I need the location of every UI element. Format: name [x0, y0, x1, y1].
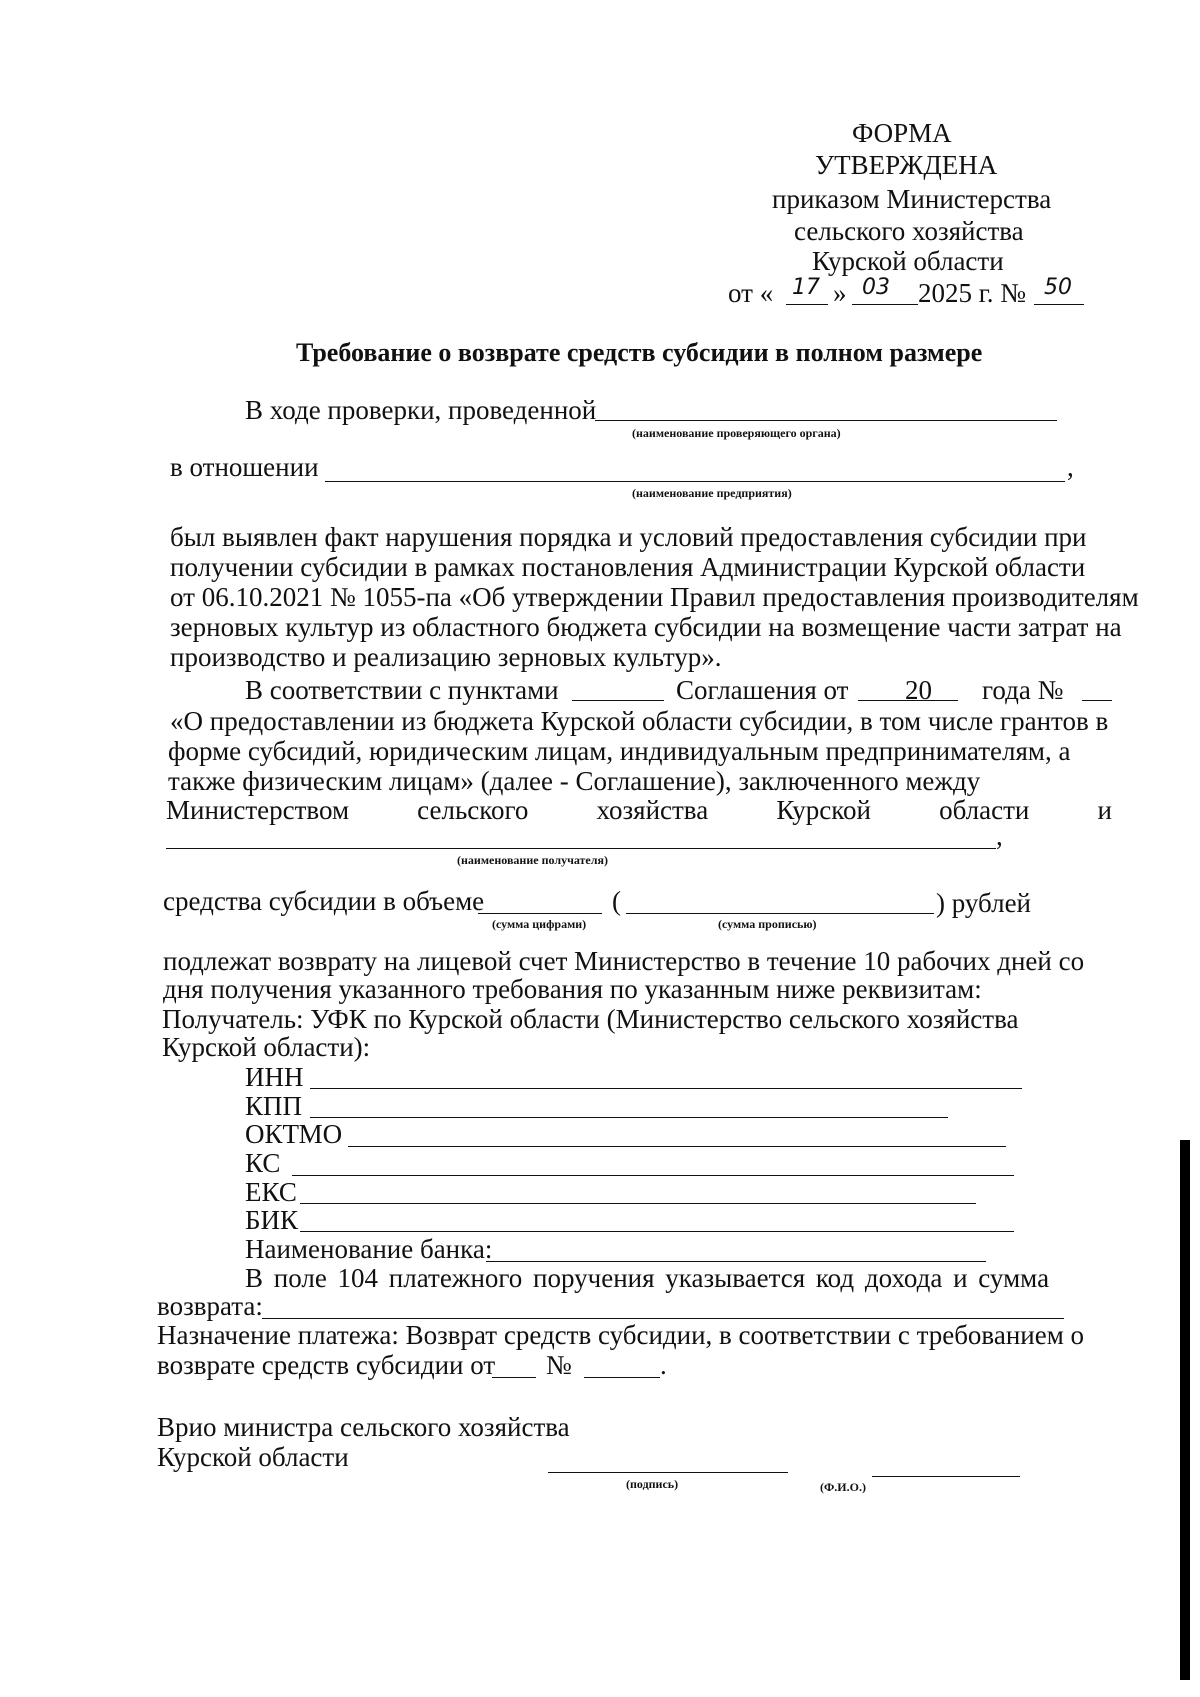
refund-line: Курской области):	[162, 1032, 371, 1062]
amount-words-caption: (сумма прописью)	[718, 917, 817, 931]
agreement-line: также физическим лицам» (далее - Соглашение), заключенного между	[168, 766, 981, 796]
agreement-line: «О предоставлении из бюджета Курской области субсидии, в том числе грантов в	[170, 706, 1109, 736]
agreement-number-label: года №	[982, 675, 1064, 705]
purpose-period: .	[660, 1350, 667, 1380]
inspection-body-field[interactable]	[595, 420, 1057, 421]
amount-digits-field[interactable]	[478, 913, 602, 914]
field104-line-2: возврата:	[157, 1291, 263, 1321]
violation-line: от 06.10.2021 № 1055-па «Об утверждении Правил предоставления производителям	[170, 582, 1139, 612]
refund-amount-field[interactable]	[262, 1318, 1064, 1319]
agreement-points-field[interactable]	[572, 700, 664, 701]
recipient-name-field[interactable]	[166, 848, 996, 849]
agreement-word: Министерством	[166, 795, 350, 825]
purpose-line-2-label: возврате средств субсидии от	[157, 1350, 496, 1380]
violation-line: производство и реализацию зерновых культур».	[170, 642, 722, 672]
purpose-number-field[interactable]	[584, 1377, 660, 1378]
scan-edge-bar	[1180, 1140, 1190, 1680]
approval-line-2: сельского хозяйства	[794, 216, 1024, 246]
amount-paren-open: (	[612, 886, 621, 916]
agreement-line: форме субсидий, юридическим лицам, индивидуальным предпринимателям, а	[168, 736, 1071, 766]
purpose-number-sign: №	[546, 1350, 572, 1380]
kpp-field[interactable]	[310, 1117, 948, 1118]
agreement-number-field[interactable]	[1082, 700, 1112, 701]
inn-label: ИНН	[245, 1062, 304, 1092]
recipient-comma: ,	[996, 821, 1003, 851]
oktmo-field[interactable]	[348, 1146, 1006, 1147]
approval-line-3: Курской области	[812, 246, 1004, 276]
ks-label: КС	[245, 1148, 281, 1178]
refund-line: Получатель: УФК по Курской области (Министерство сельского хозяйства	[162, 1004, 1019, 1034]
inn-field[interactable]	[310, 1088, 1022, 1089]
amount-words-field[interactable]	[626, 913, 934, 914]
approved-label: УТВЕРЖДЕНА	[815, 150, 998, 180]
violation-line: зерновых культур из областного бюджета субсидии на возмещение части затрат на	[170, 612, 1122, 642]
bik-label: БИК	[245, 1205, 299, 1235]
full-name-caption: (Ф.И.О.)	[820, 1480, 866, 1494]
ks-field[interactable]	[292, 1175, 1014, 1176]
amount-digits-caption: (сумма цифрами)	[492, 917, 587, 931]
signature-caption: (подпись)	[626, 1477, 679, 1491]
full-name-field[interactable]	[872, 1476, 1020, 1477]
bank-name-field[interactable]	[486, 1261, 986, 1262]
enterprise-name-field[interactable]	[325, 481, 1065, 482]
order-number-underline	[1034, 304, 1084, 305]
agreement-word: Курской	[776, 795, 871, 825]
approval-line-1: приказом Министерства	[772, 184, 1052, 214]
bank-name-label: Наименование банка:	[245, 1234, 493, 1264]
enterprise-caption: (наименование предприятия)	[632, 486, 792, 500]
refund-line: дня получения указанного требования по указанным ниже реквизитам:	[163, 974, 982, 1004]
agreement-word: хозяйства	[596, 795, 709, 825]
date-day-underline	[786, 304, 828, 305]
agreement-word: области	[939, 795, 1030, 825]
amount-rubles: ) рублей	[936, 888, 1032, 918]
kpp-label: КПП	[245, 1091, 303, 1121]
agreement-justified-line	[166, 795, 1112, 825]
purpose-date-field[interactable]	[492, 1377, 536, 1378]
bik-field[interactable]	[300, 1231, 1014, 1232]
regarding-label: в отношении	[170, 452, 319, 482]
violation-line: получении субсидии в рамках постановления Администрации Курской области	[170, 552, 1086, 582]
agreement-word: и	[1097, 795, 1112, 825]
eks-field[interactable]	[300, 1203, 976, 1204]
regarding-comma: ,	[1067, 452, 1074, 482]
inspection-label: В ходе проверки, проведенной	[245, 395, 597, 425]
date-year-number: 2025 г. №	[918, 278, 1027, 308]
signatory-title-line-2: Курской области	[157, 1442, 349, 1472]
date-month-handwritten: 03	[862, 275, 890, 300]
inspection-caption: (наименование проверяющего органа)	[632, 426, 841, 440]
date-day-handwritten: 17	[792, 275, 820, 300]
agreement-date-label: Соглашения от	[676, 675, 849, 705]
signature-field[interactable]	[548, 1472, 788, 1473]
amount-label: средства субсидии в объеме	[163, 886, 485, 916]
field104-line-1: В поле 104 платежного поручения указывается код дохода и сумма	[245, 1263, 1050, 1293]
agreement-word: сельского	[417, 795, 529, 825]
recipient-caption: (наименование получателя)	[457, 853, 608, 867]
date-month-underline	[852, 304, 918, 305]
violation-line: был выявлен факт нарушения порядка и условий предоставления субсидии при	[170, 522, 1087, 552]
signatory-title-line-1: Врио министра сельского хозяйства	[157, 1412, 570, 1442]
order-number-handwritten: 50	[1044, 275, 1072, 300]
form-label: ФОРМА	[852, 118, 952, 148]
purpose-line-1: Назначение платежа: Возврат средств субсидии, в соответствии с требованием о	[157, 1320, 1085, 1350]
eks-label: ЕКС	[245, 1177, 297, 1207]
oktmo-label: ОКТМО	[245, 1119, 343, 1149]
agreement-year-20: 20	[905, 675, 932, 705]
document-title: Требование о возврате средств субсидии в полном размере	[296, 338, 983, 367]
date-prefix: от «	[728, 278, 774, 308]
refund-line: подлежат возврату на лицевой счет Министерство в течение 10 рабочих дней со	[163, 946, 1085, 976]
date-mid: »	[833, 278, 847, 308]
agreement-points-label: В соответствии с пунктами	[245, 675, 559, 705]
